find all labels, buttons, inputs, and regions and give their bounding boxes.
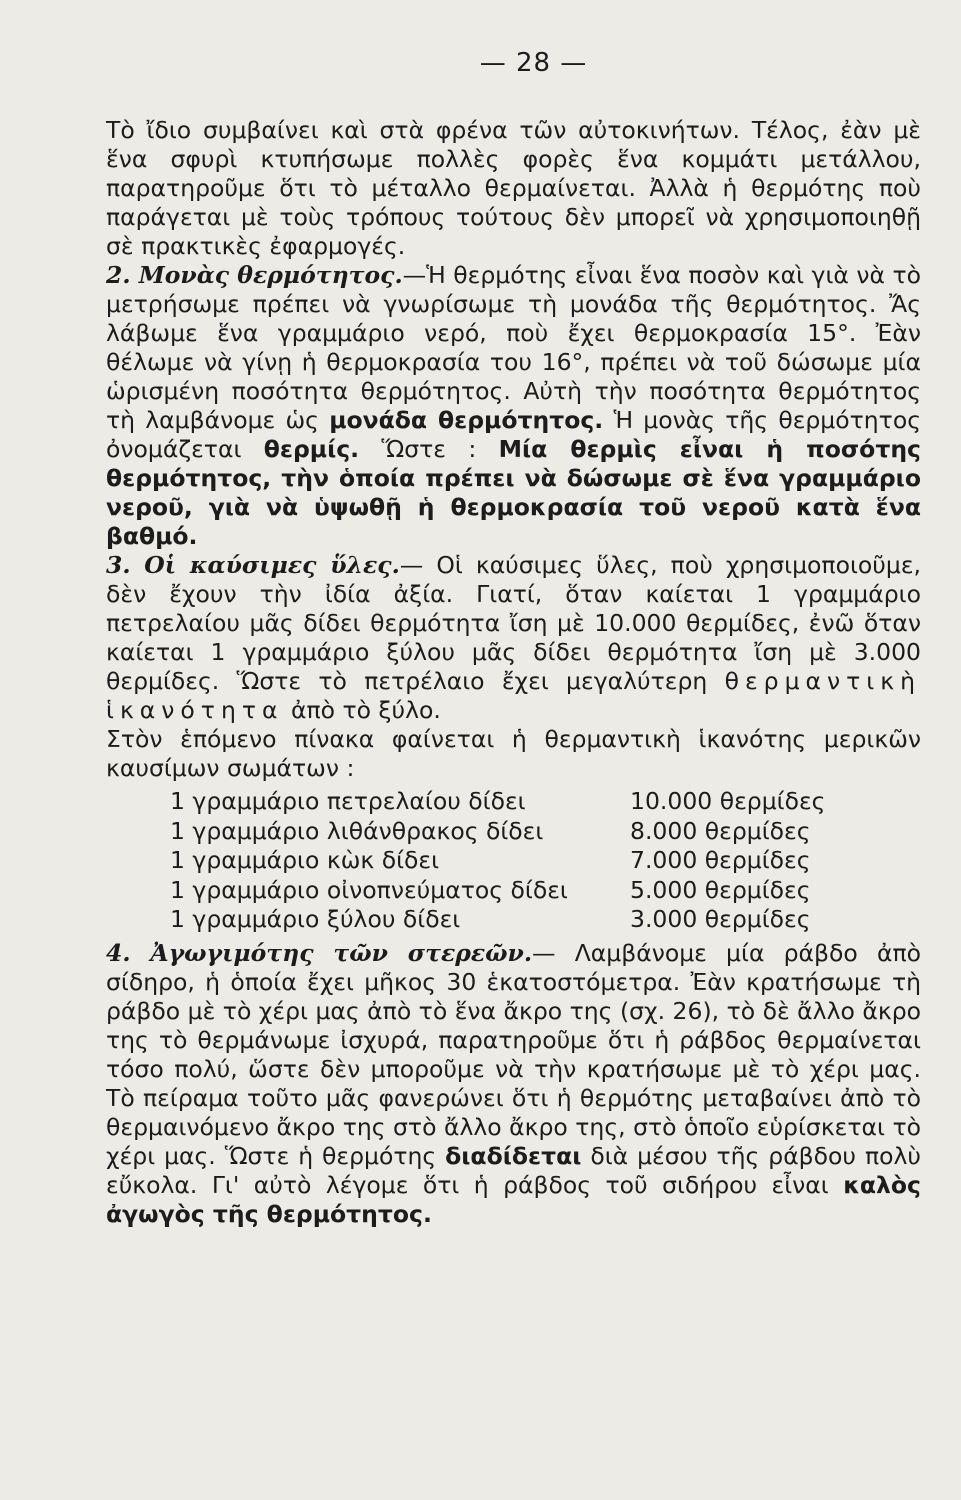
section-3-text-1: — Οἱ καύσιμες ὕλες, ποὺ χρησιμοποιοῦμε, δὲν ἔχουν τὴν ἰδία ἀξία. Γιατί, ὅταν καίεται 1 γραμμάριο πετρελαίου μᾶς δίδει θερμότητα ἴση μὲ 10.000 θερμίδες, ἐνῶ ὅταν καίεται 1 γραμμάριο ξύλου μᾶς δίδει θερμότητα ἴση μὲ 3.000 θερμίδες. Ὥστε τὸ πετρέλαιο ἔχει μεγαλύτερη <box>106 551 921 695</box>
section-2-bold-1: μονάδα θερμότητος. <box>329 406 604 434</box>
table-item: 1 γραμμάριο λιθάνθρακος δίδει <box>170 816 544 845</box>
table-item: 1 γραμμάριο ξύλου δίδει <box>170 905 461 933</box>
table-amount: 3.000 θερμίδες <box>630 905 811 933</box>
section-4-text-1: — Λαμβάνομε μία ράβδο ἀπὸ σίδηρο, ἡ ὁποία ἔχει μῆκος 30 ἑκατοστόμετρα. Ἐὰν κρατήσωμε τὴ ράβδο μὲ τὸ χέρι μας ἀπὸ τὸ ἕνα ἄκρο της (σχ. 26), τὸ δὲ ἄλλο ἄκρο της τὸ θερμάνωμε ἰσχυρά, παρατηροῦμε ὅτι ἡ ράβδος θερμαίνεται τόσο πολύ, ὥστε δὲν μποροῦμε νὰ τὴν κρατήσωμε μὲ τὸ χέρι μας. Τὸ πείραμα τοῦτο μᾶς φανερώνει ὅτι ἡ θερμότης μεταβαίνει ἀπὸ τὸ θερμαινόμενο ἄκρο της στὸ ἄλλο ἄκρο της, στὸ ὁποῖο εὑρίσκεται τὸ χέρι μας. Ὥστε ἡ θερμότης <box>106 938 921 1170</box>
section-3-paragraph <box>106 551 921 725</box>
section-2-text-1: —Ἡ θερμότης εἶναι ἕνα ποσὸν καὶ γιὰ νὰ τὸ μετρήσωμε πρέπει νὰ γνωρίσωμε τὴ μονάδα τῆς θερμότητος. Ἄς λάβωμε ἕνα γραμμάριο νερό, ποὺ ἔχει θερμοκρασία 15°. Ἐὰν θέλωμε νὰ γίνῃ ἡ θερμοκρασία του 16°, πρέπει νὰ τοῦ δώσωμε μία ὡρισμένη ποσότητα θερμότητος. Αὐτὴ τὴν ποσότητα θερμότητος τὴ λαμβάνομε ὡς <box>106 261 921 434</box>
section-2-paragraph <box>106 261 921 551</box>
table-row <box>170 905 921 935</box>
table-amount: 5.000 θερμίδες <box>630 875 811 904</box>
section-4-heading: 4. Ἀγωγιμότης τῶν στερεῶν. <box>106 938 533 967</box>
section-2-text-3: Ὥστε : <box>359 435 499 463</box>
section-4-paragraph <box>106 939 921 1229</box>
intro-paragraph: Τὸ ἴδιο συμβαίνει καὶ στὰ φρένα τῶν αὐτοκινήτων. Τέλος, ἐὰν μὲ ἕνα σφυρὶ κτυπήσωμε πολλὲς φορὲς ἕνα κομμάτι μετάλλου, παρατηροῦμε ὅτι τὸ μέταλλο θερμαίνεται. Ἀλλὰ ἡ θερμότης ποὺ παράγεται μὲ τοὺς τρόπους τούτους δὲν μπορεῖ νὰ χρησιμοποιηθῇ σὲ πρακτικὲς ἐφαρμογές. <box>106 116 921 260</box>
section-3-spaced-term: θερμαντικὴ ἱκανότητα <box>106 667 921 724</box>
table-amount: 8.000 θερμίδες <box>630 816 811 845</box>
section-4-bold-1: διαδίδεται <box>445 1141 582 1170</box>
fuel-table <box>170 787 921 935</box>
section-2-text-2: Ἡ μονὰς τῆς θερμότητος ὀνομάζεται <box>106 406 922 463</box>
table-row <box>170 787 921 817</box>
table-item: 1 γραμμάριο κὼκ δίδει <box>170 846 440 874</box>
table-row <box>170 817 921 847</box>
table-amount: 10.000 θερμίδες <box>630 787 826 815</box>
section-2-definition: Μία θερμὶς εἶναι ἡ ποσότης θερμότητος, τὴν ὁποία πρέπει νὰ δώσωμε σὲ ἕνα γραμμάριο νεροῦ, γιὰ νὰ ὑψωθῇ ἡ θερμοκρασία τοῦ νεροῦ κατὰ ἕνα βαθμό. <box>106 435 921 550</box>
table-amount: 7.000 θερμίδες <box>630 846 811 874</box>
section-2-heading: 2. Μονὰς θερμότητος. <box>106 261 403 289</box>
section-4-bold-2: καλὸς ἀγωγὸς τῆς θερμότητος. <box>106 1170 921 1228</box>
table-item: 1 γραμμάριο πετρελαίου δίδει <box>170 787 526 815</box>
section-4-text-2: διὰ μέσου τῆς ράβδου πολὺ εὔκολα. Γι' αὐτὸ λέγομε ὅτι ἡ ράβδος τοῦ σιδήρου εἶναι <box>106 1141 921 1199</box>
table-item: 1 γραμμάριο οἰνοπνεύματος δίδει <box>170 875 568 904</box>
table-row <box>170 846 921 876</box>
page-number: — 28 — <box>479 48 588 78</box>
table-row <box>170 876 921 906</box>
section-3-text-2: ἀπὸ τὸ ξύλο. <box>283 696 441 724</box>
table-intro: Στὸν ἑπόμενο πίνακα φαίνεται ἡ θερμαντικὴ ἱκανότης μερικῶν καυσίμων σωμάτων : <box>106 725 921 782</box>
section-3-heading: 3. Οἱ καύσιμες ὕλες. <box>106 551 400 579</box>
section-2-bold-2: θερμίς. <box>263 435 360 463</box>
